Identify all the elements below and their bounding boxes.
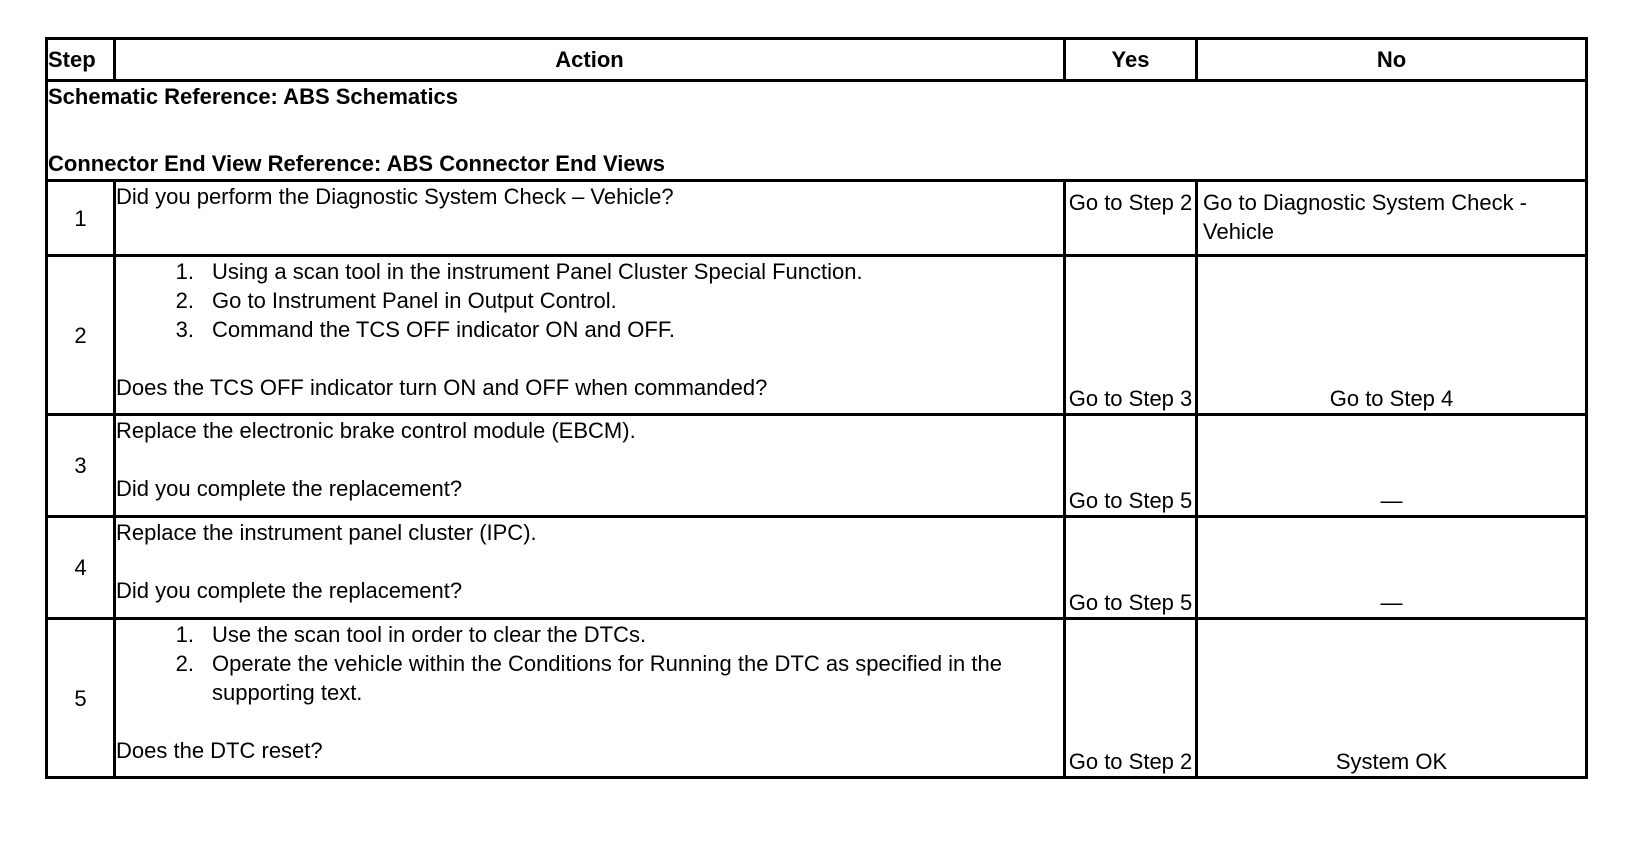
yes-cell: Go to Step 3	[1065, 256, 1197, 415]
step-number: 3	[47, 415, 115, 517]
diagnostic-table	[45, 37, 1588, 779]
action-cell	[115, 619, 1065, 778]
action-question: Does the DTC reset?	[116, 738, 323, 763]
table-row	[47, 517, 1587, 619]
yes-cell: Go to Step 5	[1065, 517, 1197, 619]
yes-cell: Go to Step 2	[1065, 181, 1197, 256]
reference-cell	[47, 81, 1587, 181]
substep-number: 3.	[175, 317, 194, 342]
action-cell	[115, 517, 1065, 619]
no-cell: Go to Diagnostic System Check - Vehicle	[1197, 181, 1587, 256]
action-cell	[115, 256, 1065, 415]
action-cell	[115, 181, 1065, 256]
table-row	[47, 619, 1587, 778]
connector-reference: Connector End View Reference: ABS Connector End Views	[48, 151, 665, 176]
list-item	[116, 620, 1063, 649]
table-row	[47, 415, 1587, 517]
step-number: 1	[47, 181, 115, 256]
substep-list	[116, 620, 1063, 707]
action-question: Does the TCS OFF indicator turn ON and OFF when commanded?	[116, 375, 768, 400]
action-question: Did you complete the replacement?	[116, 578, 463, 603]
list-item	[116, 315, 1063, 344]
no-cell: —	[1197, 517, 1587, 619]
header-yes: Yes	[1065, 39, 1197, 81]
list-item	[116, 286, 1063, 315]
substep-number: 2.	[175, 288, 194, 313]
yes-cell: Go to Step 5	[1065, 415, 1197, 517]
action-instruction: Replace the instrument panel cluster (IPC).	[116, 520, 537, 545]
action-question: Did you perform the Diagnostic System Check – Vehicle?	[116, 184, 674, 209]
action-cell	[115, 415, 1065, 517]
substep-list	[116, 257, 1063, 344]
table-row	[47, 181, 1587, 256]
list-item	[116, 649, 1063, 707]
substep-number: 1.	[175, 622, 194, 647]
action-question: Did you complete the replacement?	[116, 476, 463, 501]
substep-number: 1.	[175, 259, 194, 284]
table-row	[47, 256, 1587, 415]
substep-text: Command the TCS OFF indicator ON and OFF.	[212, 317, 675, 342]
step-number: 2	[47, 256, 115, 415]
substep-text: Use the scan tool in order to clear the DTCs.	[212, 622, 647, 647]
step-number: 5	[47, 619, 115, 778]
schematic-reference: Schematic Reference: ABS Schematics	[48, 84, 459, 109]
yes-cell: Go to Step 2	[1065, 619, 1197, 778]
substep-number: 2.	[175, 651, 194, 676]
header-no: No	[1197, 39, 1587, 81]
no-cell: Go to Step 4	[1197, 256, 1587, 415]
header-row	[47, 39, 1587, 81]
no-cell: System OK	[1197, 619, 1587, 778]
list-item	[116, 257, 1063, 286]
step-number: 4	[47, 517, 115, 619]
header-action: Action	[115, 39, 1065, 81]
substep-text: Go to Instrument Panel in Output Control.	[212, 288, 617, 313]
action-instruction: Replace the electronic brake control module (EBCM).	[116, 418, 636, 443]
substep-text: Using a scan tool in the instrument Panel Cluster Special Function.	[212, 259, 863, 284]
reference-row	[47, 81, 1587, 181]
no-cell: —	[1197, 415, 1587, 517]
header-step: Step	[47, 39, 115, 81]
substep-text: Operate the vehicle within the Conditions for Running the DTC as specified in the supporting text.	[212, 651, 1002, 705]
